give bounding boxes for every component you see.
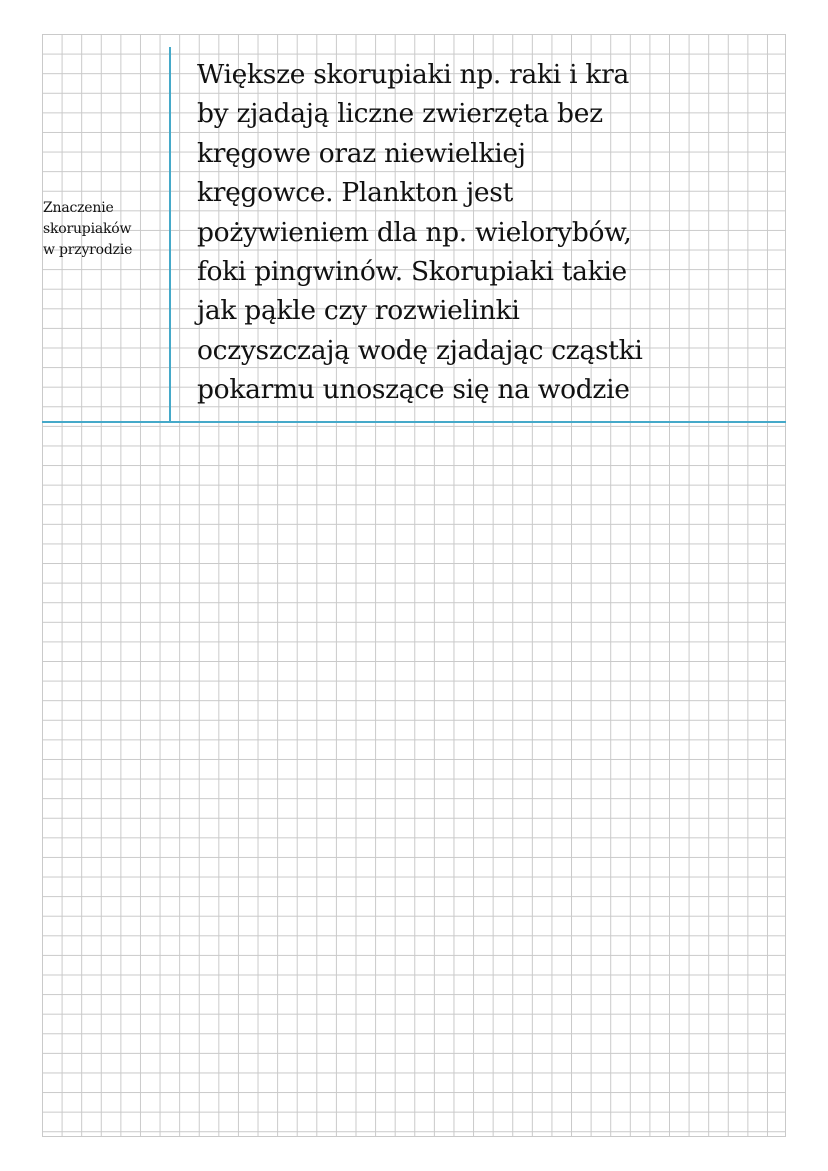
- note-line: by zjadają liczne zwierzęta bez: [197, 98, 603, 130]
- note-line: kręgowe oraz niewielkiej: [197, 137, 526, 169]
- note-line: kręgowce. Plankton jest: [197, 177, 513, 209]
- note-line: foki pingwinów. Skorupiaki takie: [197, 256, 627, 288]
- note-line: Większe skorupiaki np. raki i kra: [197, 59, 630, 90]
- topic-line: w przyrodzie: [43, 242, 133, 258]
- section-divider: [42, 421, 786, 423]
- topic-line: Znaczenie: [43, 200, 114, 216]
- note-line: pokarmu unoszące się na wodzie: [197, 374, 630, 406]
- topic-line: skorupiaków: [43, 221, 132, 237]
- note-line: pożywieniem dla np. wielorybów,: [197, 216, 632, 248]
- note-line: jak pąkle czy rozwielinki: [197, 295, 520, 327]
- topic-heading: [43, 198, 175, 261]
- note-line: oczyszczają wodę zjadając cząstki: [197, 334, 643, 366]
- note-body: [197, 55, 772, 410]
